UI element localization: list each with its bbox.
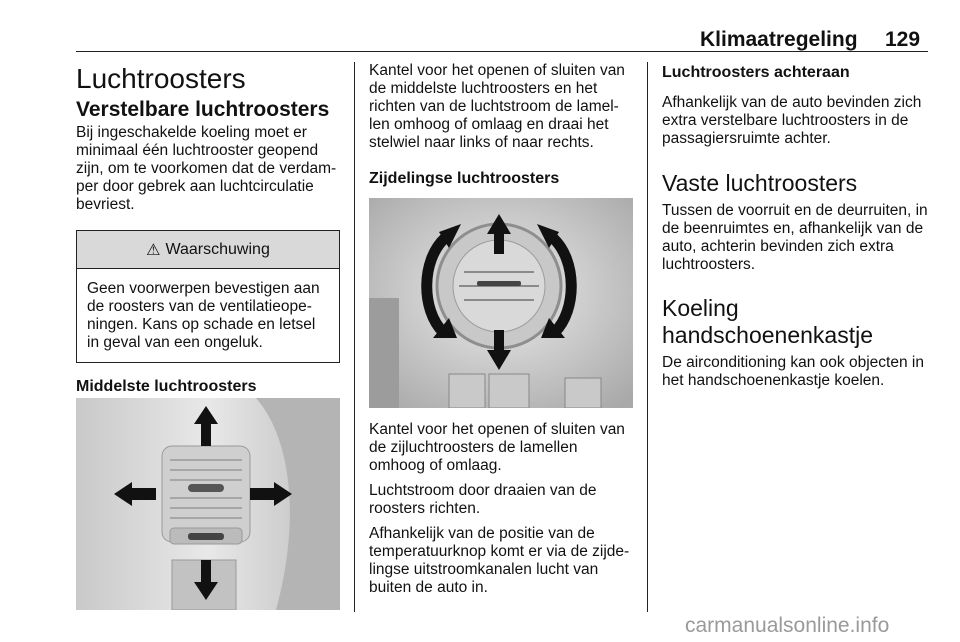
center-vents-text: Kantel voor het openen of sluiten van de middelste luchtroosters en het richten van de luchtstroom de lamel-len omhoog of omlaag en draai het stelwiel naar links of naar rechts.	[369, 62, 625, 151]
column-2-lower	[369, 421, 633, 597]
glovebox-heading: Koeling handschoenenkastje	[662, 295, 873, 348]
column-3	[662, 62, 928, 390]
watermark: carmanualsonline.info	[685, 614, 890, 637]
column-2	[369, 62, 633, 190]
fixed-vents-text: Tussen de voorruit en de deurruiten, in de beenruimtes en, afhankelijk van de auto, achterin bevinden zich extra luchtroosters.	[662, 202, 928, 273]
side-vents-illustration	[369, 198, 633, 408]
column-1	[76, 62, 340, 398]
column-divider-1	[354, 62, 355, 612]
warning-box	[76, 230, 340, 363]
header-rule	[76, 51, 928, 52]
fixed-vents-heading: Vaste luchtroosters	[662, 170, 858, 196]
rear-vents-heading: Luchtroosters achteraan	[662, 64, 850, 81]
subsection-title-adjustable: Verstelbare luchtroosters	[76, 98, 330, 121]
glovebox-text: De airconditioning kan ook objecten in het handschoenenkastje koelen.	[662, 354, 924, 389]
page-number: 129	[885, 28, 921, 51]
side-vents-text-3: Afhankelijk van de positie van de temperatuurknop komt er via de zijde-lingse uitstroomkanalen lucht van buiten de auto in.	[369, 525, 630, 596]
running-header-title: Klimaatregeling	[700, 28, 858, 51]
warning-body	[77, 269, 339, 362]
rear-vents-text: Afhankelijk van de auto bevinden zich extra verstelbare luchtroosters in de passagiersruimte achter.	[662, 94, 922, 147]
side-vents-heading: Zijdelingse luchtroosters	[369, 170, 560, 187]
intro-paragraph: Bij ingeschakelde koeling moet er minimaal één luchtrooster geopend zijn, om te voorkomen dat de verdam-per door gebrek aan luchtcirculatie bevriest.	[76, 124, 337, 213]
side-vents-text-2: Luchtstroom door draaien van de roosters richten.	[369, 482, 597, 517]
warning-label: Waarschuwing	[165, 240, 270, 258]
warning-header	[77, 231, 339, 269]
warning-icon: ⚠	[146, 241, 161, 259]
warning-text: Geen voorwerpen bevestigen aan de roosters van de ventilatieope-ningen. Kans op schade en letsel in geval van een ongeluk.	[87, 280, 320, 351]
side-vents-text-1: Kantel voor het openen of sluiten van de zijluchtroosters de lamellen omhoog of omlaag.	[369, 421, 625, 474]
center-vents-heading: Middelste luchtroosters	[76, 378, 257, 395]
center-vents-illustration	[76, 398, 340, 610]
section-title: Luchtroosters	[76, 63, 246, 94]
column-divider-2	[647, 62, 648, 612]
